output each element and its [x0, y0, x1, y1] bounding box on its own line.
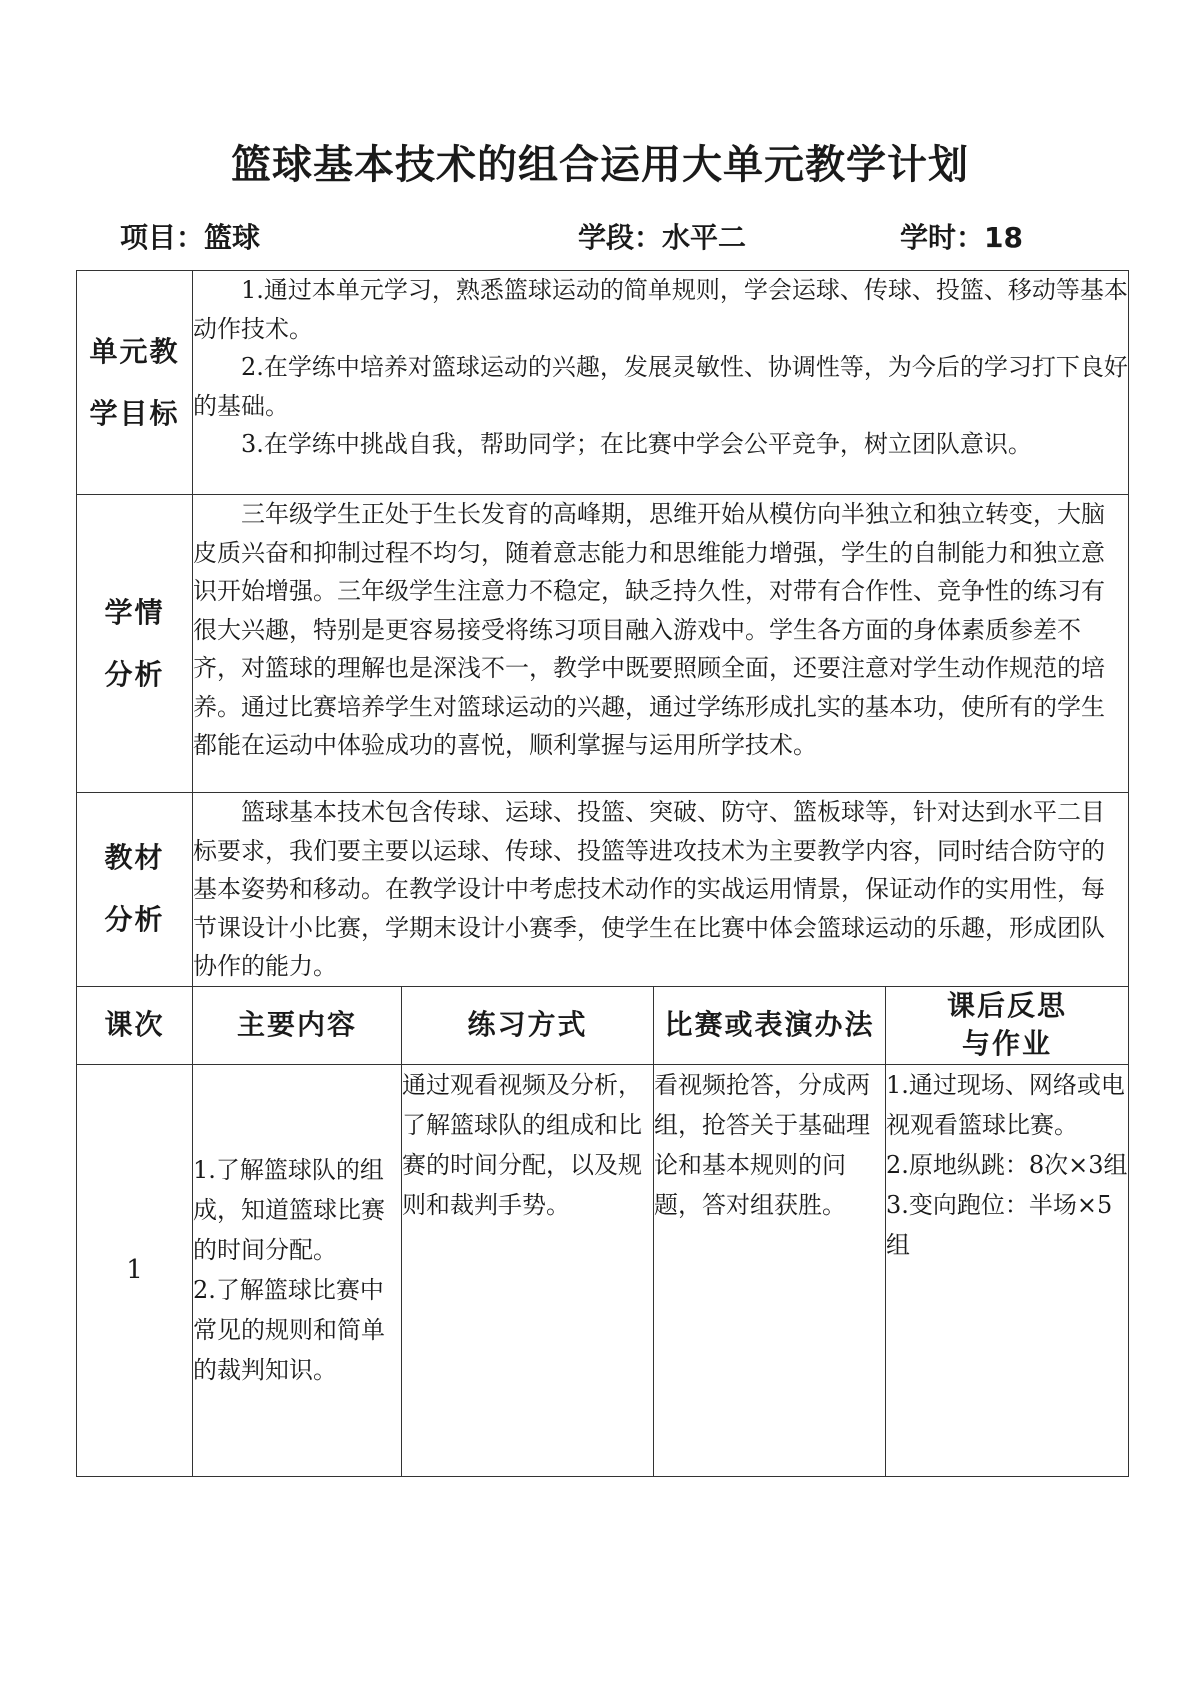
students-paragraph: 三年级学生正处于生长发育的高峰期，思维开始从模仿向半独立和独立转变，大脑皮质兴奋和抑制过程不均匀，随着意志能力和思维能力增强，学生的自制能力和独立意识开始增强。三年级学生注意力不稳定，缺乏持久性，对带有合作性、竞争性的练习有很大兴趣，特别是更容易接受将练习项目融入游戏中。学生各方面的身体素质参差不齐，对篮球的理解也是深浅不一，教学中既要照顾全面，还要注意对学生动作规范的培养。通过比赛培养学生对篮球运动的兴趣，通过学练形成扎实的基本功，使所有的学生都能在运动中体验成功的喜悦，顺利掌握与运用所学技术。	[193, 500, 1105, 759]
lesson-content	[193, 1064, 402, 1476]
materials-label: 教材 分析	[77, 793, 193, 987]
reflection-item: 3.变向跑位：半场×5组	[886, 1190, 1113, 1259]
lesson-number: 1	[77, 1064, 193, 1476]
content-item: 1.了解篮球队的组成，知道篮球比赛的时间分配。	[193, 1156, 385, 1264]
goal-paragraph: 3.在学练中挑战自我，帮助同学；在比赛中学会公平竞争，树立团队意识。	[241, 430, 1032, 458]
lesson-row	[77, 1064, 1129, 1476]
header-practice: 练习方式	[402, 986, 654, 1064]
materials-content	[193, 793, 1129, 987]
reflection-item: 2.原地纵跳：8次×3组	[886, 1150, 1128, 1179]
meta-stage: 学段：水平二	[578, 221, 747, 254]
meta-hours: 学时：18	[900, 221, 1023, 254]
students-row	[77, 495, 1129, 793]
goal-paragraph: 2.在学练中培养对篮球运动的兴趣，发展灵敏性、协调性等，为今后的学习打下良好的基础。	[193, 353, 1128, 420]
materials-paragraph: 篮球基本技术包含传球、运球、投篮、突破、防守、篮板球等，针对达到水平二目标要求，我们要主要以运球、传球、投篮等进攻技术为主要教学内容，同时结合防守的基本姿势和移动。在教学设计中考虑技术动作的实战运用情景，保证动作的实用性，每节课设计小比赛，学期末设计小赛季，使学生在比赛中体会篮球运动的乐趣，形成团队协作的能力。	[193, 798, 1105, 980]
header-lesson: 课次	[77, 986, 193, 1064]
plan-table	[76, 270, 1129, 1477]
content-item: 2.了解篮球比赛中常见的规则和简单的裁判知识。	[193, 1276, 385, 1384]
students-content	[193, 495, 1129, 793]
header-game: 比赛或表演办法	[654, 986, 886, 1064]
header-content: 主要内容	[193, 986, 402, 1064]
reflection-item: 1.通过现场、网络或电视观看篮球比赛。	[886, 1070, 1125, 1139]
lesson-game: 看视频抢答，分成两组，抢答关于基础理论和基本规则的问题，答对组获胜。	[654, 1064, 886, 1476]
goals-row	[77, 271, 1129, 495]
goals-label: 单元教 学目标	[77, 271, 193, 495]
header-reflection: 课后反思 与作业	[886, 986, 1129, 1064]
students-label: 学情 分析	[77, 495, 193, 793]
materials-row	[77, 793, 1129, 987]
lesson-reflection	[886, 1064, 1129, 1476]
lesson-practice: 通过观看视频及分析，了解篮球队的组成和比赛的时间分配，以及规则和裁判手势。	[402, 1064, 654, 1476]
meta-project: 项目：篮球	[120, 221, 261, 254]
goal-paragraph: 1.通过本单元学习，熟悉篮球运动的简单规则，学会运球、传球、投篮、移动等基本动作技术。	[193, 276, 1128, 343]
goals-content	[193, 271, 1129, 495]
page-title: 篮球基本技术的组合运用大单元教学计划	[231, 142, 969, 188]
lesson-header-row	[77, 986, 1129, 1064]
